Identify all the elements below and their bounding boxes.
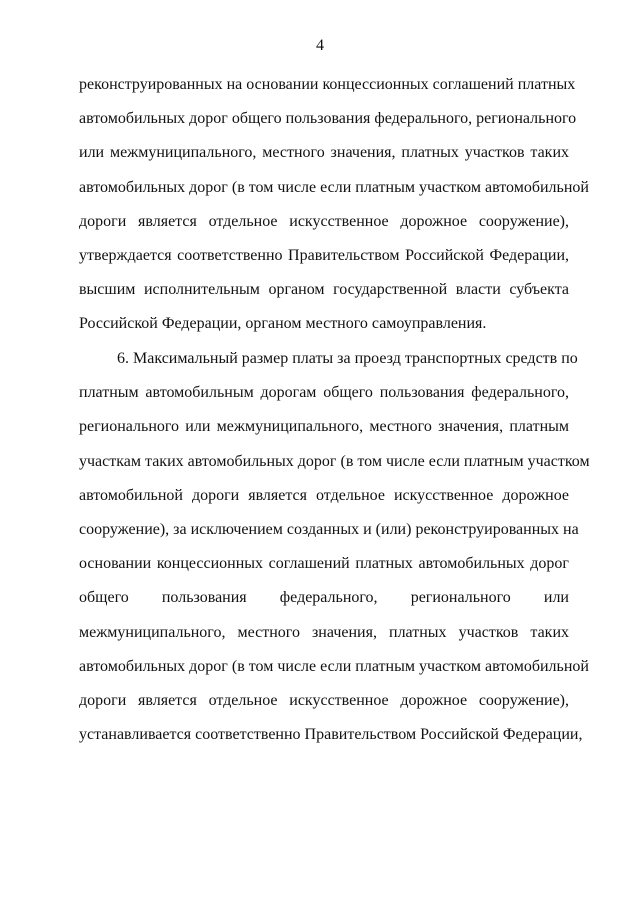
text-line: межмуниципального, местного значения, платных участков таких [79,623,569,641]
text-line: участкам таких автомобильных дорог (в том числе если платным участком [79,452,590,470]
text-line: автомобильных дорог (в том числе если платным участком автомобильной [79,657,589,675]
text-line: дороги является отдельное искусственное дорожное сооружение), [79,691,569,709]
text-line: Российской Федерации, органом местного самоуправления. [79,315,487,333]
text-line: утверждается соответственно Правительством Российской Федерации, [79,246,569,264]
text-line: автомобильных дорог общего пользования федерального, регионального [79,110,577,128]
text-line: сооружение), за исключением созданных и (или) реконструированных на [79,520,579,538]
text-line: автомобильных дорог (в том числе если платным участком автомобильной [79,178,589,196]
text-line: платным автомобильным дорогам общего пользования федерального, [79,384,569,402]
text-line: 6. Максимальный размер платы за проезд транспортных средств по [117,350,578,367]
paragraph-6 [79,342,590,752]
text-line: реконструированных на основании концессионных соглашений платных [79,76,576,93]
text-line: автомобильной дороги является отдельное искусственное дорожное [79,486,569,504]
page-number: 4 [316,37,324,54]
text-line: общего пользования федерального, регионального или [79,589,569,607]
text-line: или межмуниципального, местного значения, платных участков таких [79,144,569,162]
text-line: основании концессионных соглашений платных автомобильных дорог [79,555,569,573]
paragraph-continuation [79,68,589,342]
text-line: устанавливается соответственно Правительством Российской Федерации, [79,726,583,744]
text-line: высшим исполнительным органом государственной власти субъекта [79,281,569,299]
text-line: дороги является отдельное искусственное дорожное сооружение), [79,212,569,230]
text-line: регионального или межмуниципального, местного значения, платным [79,418,569,436]
